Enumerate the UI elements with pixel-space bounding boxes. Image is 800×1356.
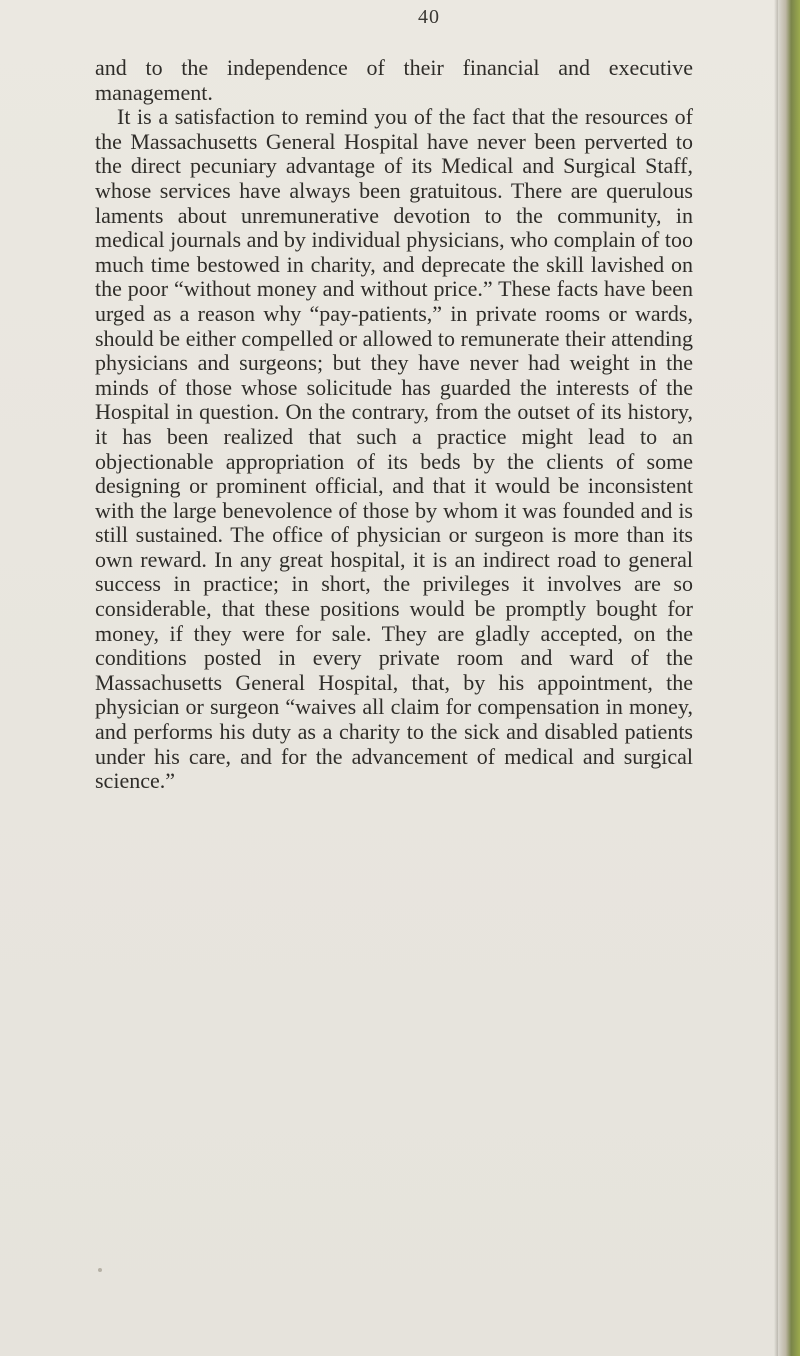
paragraph-continuation: and to the independence of their financial and executive management.	[95, 55, 693, 105]
book-spine-edge	[778, 0, 800, 1356]
body-text	[95, 56, 693, 794]
print-speck	[98, 1268, 102, 1272]
page-number: 40	[418, 6, 440, 28]
paragraph-main: It is a satisfaction to remind you of the fact that the resources of the Massachusetts General Hospital have never been perverted to the direct pecuniary advantage of its Medical and Surgical Staff, whose services have always been gratuitous. There are querulous laments about unremunerative devotion to the community, in medical journals and by individual physicians, who complain of too much time bestowed in charity, and deprecate the skill lavished on the poor “without money and without price.” These facts have been urged as a reason why “pay-patients,” in private rooms or wards, should be either compelled or allowed to remunerate their attending physicians and surgeons; but they have never had weight in the minds of those whose solicitude has guarded the interests of the Hospital in question. On the contrary, from the outset of its history, it has been realized that such a practice might lead to an objectionable appropriation of its beds by the clients of some designing or prominent official, and that it would be inconsistent with the large benevolence of those by whom it was founded and is still sustained. The office of physician or surgeon is more than its own reward. In any great hospital, it is an indirect road to general success in practice; in short, the privileges it involves are so considerable, that these positions would be promptly bought for money, if they were for sale. They are gladly accepted, on the conditions posted in every private room and ward of the Massachusetts General Hospital, that, by his appointment, the physician or surgeon “waives all claim for compensation in money, and performs his duty as a charity to the sick and disabled patients under his care, and for the advancement of medical and surgical science.”	[95, 104, 693, 794]
